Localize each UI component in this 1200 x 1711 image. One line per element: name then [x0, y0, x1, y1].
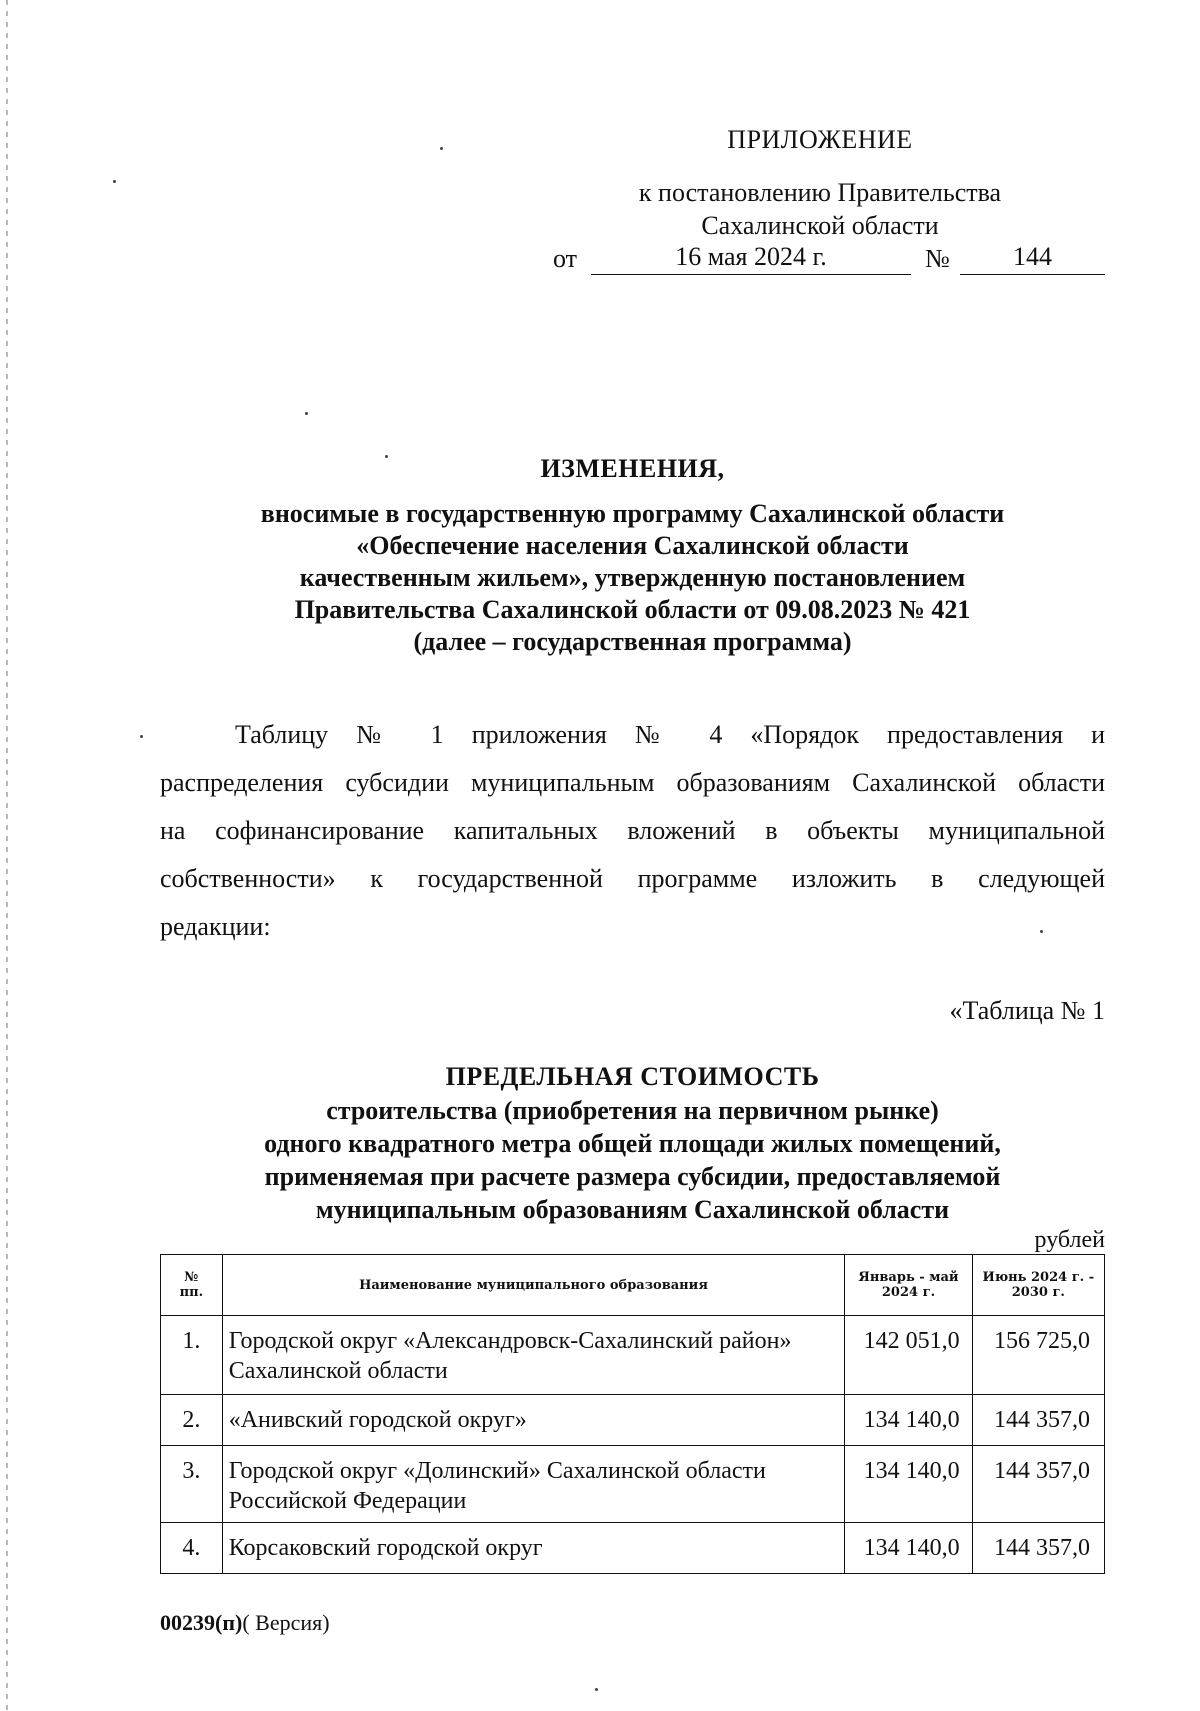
scan-speck: [440, 147, 443, 150]
row-number: 2.: [161, 1395, 223, 1446]
header-period-2: Июнь 2024 г. - 2030 г.: [972, 1255, 1104, 1316]
table-title: ПРЕДЕЛЬНАЯ СТОИМОСТЬ: [445, 1062, 820, 1091]
resolution-number: 144: [960, 242, 1105, 275]
row-number: 4.: [161, 1523, 223, 1574]
changes-subtitle-line-4: Правительства Сахалинской области от 09.08.2023 № 421: [294, 595, 971, 624]
changes-subtitle-line-3: качественным жильем», утвержденную постановлением: [299, 563, 966, 592]
table-subtitle-line-3: применяемая при расчете размера субсидии, предоставляемой: [264, 1162, 1001, 1191]
resolution-date: 16 мая 2024 г.: [591, 242, 911, 275]
municipality-name: Городской округ «Долинский» Сахалинской области Российской Федерации: [222, 1446, 845, 1523]
scan-speck: [595, 1688, 598, 1691]
table-row: [161, 1523, 1105, 1574]
row-number: 1.: [161, 1316, 223, 1395]
changes-subtitle-line-2: «Обеспечение населения Сахалинской области: [356, 531, 909, 560]
changes-subtitle-line-1: вносимые в государственную программу Сахалинской области: [260, 499, 1005, 528]
table-row: [161, 1316, 1105, 1395]
scan-speck: [385, 455, 388, 458]
appendix-line-2: Сахалинской области: [701, 211, 939, 240]
changes-title: ИЗМЕНЕНИЯ,: [540, 454, 725, 483]
price-period-2: 144 357,0: [972, 1446, 1104, 1523]
table-row: [161, 1395, 1105, 1446]
document-footer: [160, 1610, 330, 1636]
price-period-1: 134 140,0: [845, 1523, 972, 1574]
scan-speck: [305, 412, 308, 415]
table-subtitle-line-1: строительства (приобретения на первичном рынке): [326, 1096, 939, 1125]
price-period-1: 134 140,0: [845, 1446, 972, 1523]
date-prefix: от: [553, 244, 578, 273]
currency-unit: рублей: [1034, 1227, 1105, 1253]
municipality-name: Корсаковский городской округ: [222, 1523, 845, 1574]
price-period-2: 144 357,0: [972, 1523, 1104, 1574]
table-header-row: [161, 1255, 1105, 1316]
header-number: № пп.: [161, 1255, 223, 1316]
price-period-2: 144 357,0: [972, 1395, 1104, 1446]
table-subtitle-line-2: одного квадратного метра общей площади жилых помещений,: [264, 1129, 1001, 1158]
appendix-line-1: к постановлению Правительства: [638, 178, 1002, 207]
price-limit-table: [160, 1254, 1105, 1574]
appendix-title: ПРИЛОЖЕНИЕ: [727, 125, 913, 154]
header-period-1: Январь - май 2024 г.: [845, 1255, 972, 1316]
number-sign: №: [925, 244, 950, 273]
scan-speck: [113, 180, 116, 183]
paragraph-line-5: редакции:: [160, 912, 271, 941]
document-code: 00239(п): [160, 1610, 243, 1635]
row-number: 3.: [161, 1446, 223, 1523]
table-reference: «Таблица № 1: [949, 996, 1105, 1025]
paragraph-line-4: собственности» к государственной программе изложить в следующей: [160, 864, 1105, 893]
scan-edge-marks: [6, 0, 8, 1711]
paragraph-line-2: распределения субсидии муниципальным образованиям Сахалинской области: [160, 768, 1105, 797]
scan-speck: [1040, 930, 1043, 933]
municipality-name: Городской округ «Александровск-Сахалинский район» Сахалинской области: [222, 1316, 845, 1395]
table-subtitle-line-4: муниципальным образованиям Сахалинской области: [315, 1195, 950, 1224]
municipality-name: «Анивский городской округ»: [222, 1395, 845, 1446]
paragraph-line-1: Таблицу № 1 приложения № 4 «Порядок предоставления и: [235, 720, 1105, 749]
price-period-1: 134 140,0: [845, 1395, 972, 1446]
document-version: ( Версия): [242, 1610, 330, 1635]
price-period-1: 142 051,0: [845, 1316, 972, 1395]
header-municipality-name: Наименование муниципального образования: [222, 1255, 845, 1316]
scan-speck: [140, 735, 143, 738]
appendix-date-line: [553, 242, 1105, 278]
table-row: [161, 1446, 1105, 1523]
paragraph-line-3: на софинансирование капитальных вложений в объекты муниципальной: [160, 816, 1105, 845]
changes-subtitle-line-5: (далее – государственная программа): [413, 627, 852, 656]
price-period-2: 156 725,0: [972, 1316, 1104, 1395]
